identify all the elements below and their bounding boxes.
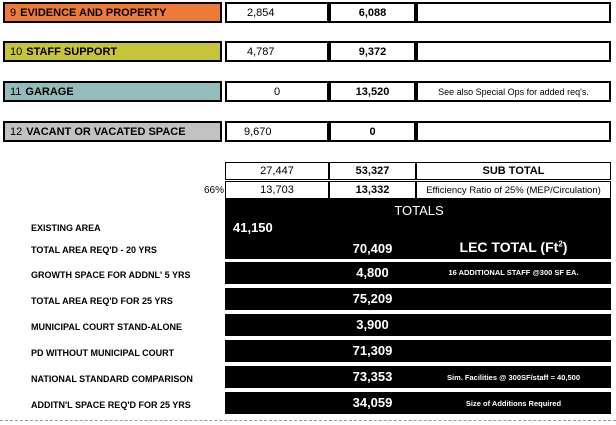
category-number: 9 bbox=[10, 6, 17, 19]
totals-row-label: ADDITN'L SPACE REQ'D FOR 25 YRS bbox=[31, 400, 191, 410]
note-cell-12 bbox=[416, 121, 611, 142]
totals-row-label: PD WITHOUT MUNICIPAL COURT bbox=[31, 348, 175, 358]
page-divider bbox=[0, 420, 616, 421]
totals-row-value: 34,059 bbox=[352, 395, 393, 410]
existing-area-label: EXISTING AREA bbox=[31, 223, 101, 233]
totals-row-label: TOTAL AREA REQ'D FOR 25 YRS bbox=[31, 296, 173, 306]
subtotal-required: 53,327 bbox=[329, 162, 416, 180]
lec-total-label: LEC TOTAL (Ft$^2$) bbox=[459, 239, 568, 255]
totals-row-label: NATIONAL STANDARD COMPARISON bbox=[31, 374, 193, 384]
category-number: 11 bbox=[10, 85, 22, 98]
totals-row-value: 3,900 bbox=[356, 317, 389, 332]
efficiency-percent: 66% bbox=[203, 185, 224, 196]
subtotal-existing: 27,447 bbox=[225, 162, 329, 180]
subtotal-label: SUB TOTAL bbox=[416, 162, 611, 180]
existing-area-value: 41,150 bbox=[233, 220, 273, 235]
category-name: EVIDENCE AND PROPERTY bbox=[20, 6, 167, 19]
totals-row-value: 4,800 bbox=[356, 265, 389, 280]
required-cell-9: 6,088 bbox=[329, 2, 416, 23]
note-cell-9 bbox=[416, 2, 611, 23]
totals-row-note: 16 ADDITIONAL STAFF @300 SF EA. bbox=[448, 268, 579, 277]
totals-row-value: 73,353 bbox=[352, 369, 393, 384]
totals-row-label: TOTAL AREA REQ'D - 20 YRS bbox=[31, 245, 157, 255]
category-name: VACANT OR VACATED SPACE bbox=[26, 125, 186, 138]
note-cell-10 bbox=[416, 41, 611, 62]
efficiency-required: 13,332 bbox=[329, 181, 416, 199]
totals-row-value: 75,209 bbox=[352, 291, 393, 306]
category-name: GARAGE bbox=[25, 85, 74, 98]
category-number: 12 bbox=[10, 125, 23, 138]
category-label-9 bbox=[3, 2, 222, 23]
note-cell-11: See also Special Ops for added req's. bbox=[416, 81, 611, 102]
efficiency-existing: 13,703 bbox=[225, 181, 329, 199]
existing-cell-9: 2,854 bbox=[225, 2, 329, 23]
efficiency-label: Efficiency Ratio of 25% (MEP/Circulation) bbox=[416, 181, 611, 199]
required-cell-12: 0 bbox=[329, 121, 416, 142]
category-label-10 bbox=[3, 41, 222, 62]
totals-row-note: Sim. Facilities @ 300SF/staff = 40,500 bbox=[446, 373, 580, 382]
category-number: 10 bbox=[10, 45, 23, 58]
totals-row-bar bbox=[225, 340, 611, 362]
required-cell-11: 13,520 bbox=[329, 81, 416, 102]
category-label-12 bbox=[3, 121, 222, 142]
category-label-11 bbox=[3, 81, 222, 102]
totals-row-label: GROWTH SPACE FOR ADDNL' 5 YRS bbox=[31, 270, 191, 280]
category-name: STAFF SUPPORT bbox=[26, 45, 118, 58]
existing-cell-12: 9,670 bbox=[225, 121, 329, 142]
existing-cell-10: 4,787 bbox=[225, 41, 329, 62]
existing-cell-11: 0 bbox=[225, 81, 329, 102]
totals-header: TOTALS bbox=[394, 203, 444, 218]
totals-row-note: Size of Additions Required bbox=[465, 399, 562, 408]
required-cell-10: 9,372 bbox=[329, 41, 416, 62]
totals-row-bar bbox=[225, 288, 611, 310]
totals-row-label: MUNICIPAL COURT STAND-ALONE bbox=[31, 322, 182, 332]
totals-row-bar bbox=[225, 314, 611, 336]
totals-row-value: 71,309 bbox=[352, 343, 393, 358]
totals-row-value: 70,409 bbox=[352, 241, 393, 256]
